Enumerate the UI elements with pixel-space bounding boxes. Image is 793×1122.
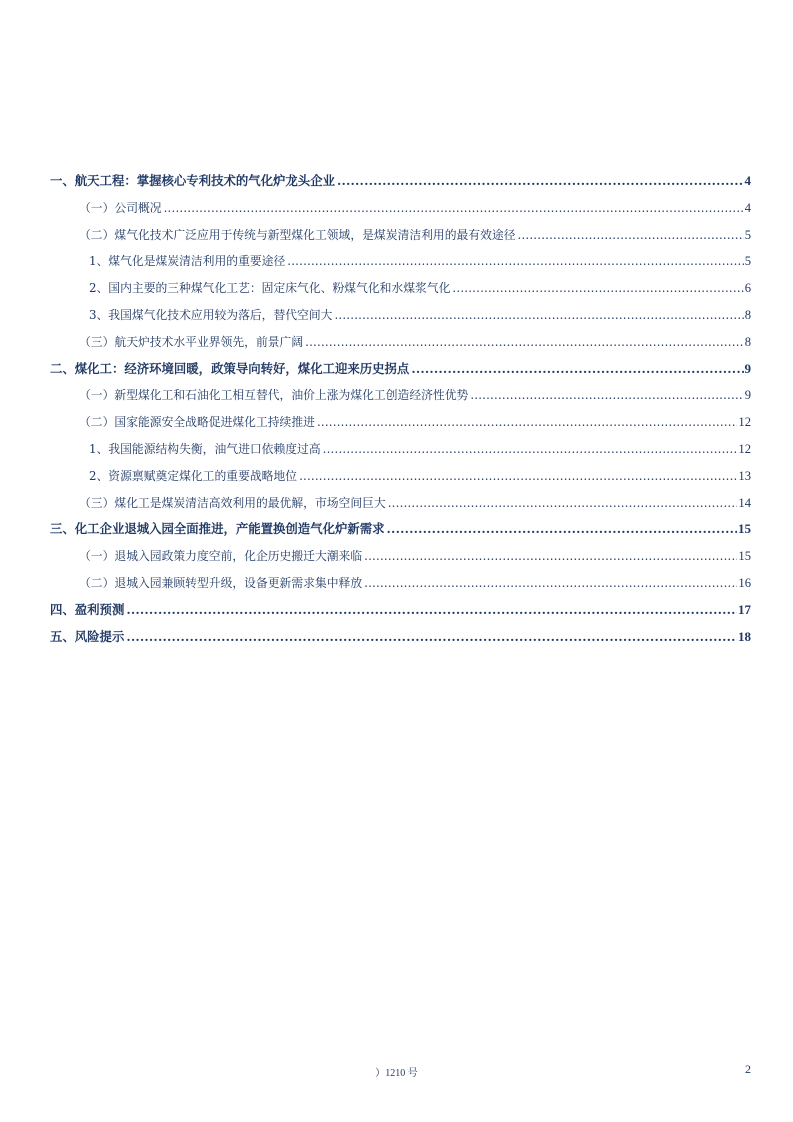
toc-entry-level-1[interactable]	[50, 624, 751, 651]
toc-entry-level-2[interactable]	[50, 329, 751, 356]
toc-entry-title: 2、资源禀赋奠定煤化工的重要战略地位	[89, 468, 298, 483]
toc-entry-page-number: 12	[738, 441, 751, 456]
toc-entry-level-2[interactable]	[50, 490, 751, 517]
toc-entry-level-3[interactable]	[50, 436, 751, 463]
toc-entry-level-2[interactable]	[50, 543, 751, 570]
toc-entry-level-1[interactable]	[50, 516, 751, 543]
toc-entry-page-number: 9	[744, 360, 751, 376]
toc-dot-leader	[364, 570, 737, 597]
toc-entry-level-2[interactable]	[50, 382, 751, 409]
toc-entry-title: （二）煤气化技术广泛应用于传统与新型煤化工领域，是煤炭清洁利用的最有效途径	[79, 227, 516, 242]
table-of-contents	[50, 168, 751, 650]
toc-dot-leader	[305, 329, 744, 356]
toc-entry-level-3[interactable]	[50, 275, 751, 302]
toc-entry-page-number: 12	[738, 415, 751, 430]
toc-entry-page-number: 15	[738, 549, 751, 564]
toc-entry-level-2[interactable]	[50, 570, 751, 597]
toc-entry-title: 一、航天工程：掌握核心专利技术的气化炉龙头企业	[50, 173, 335, 188]
toc-entry-title: 三、化工企业退城入园全面推进，产能置换创造气化炉新需求	[50, 521, 385, 537]
toc-entry-title: （一）退城入园政策力度空前，化企历史搬迁大潮来临	[79, 549, 363, 564]
toc-dot-leader	[452, 275, 743, 302]
toc-entry-title: 1、我国能源结构失衡，油气进口依赖度过高	[89, 441, 321, 456]
toc-dot-leader	[126, 597, 737, 624]
toc-dot-leader	[317, 409, 737, 436]
toc-entry-level-1[interactable]	[50, 356, 751, 383]
toc-entry-title: （三）航天炉技术水平业界领先，前景广阔	[79, 334, 304, 349]
toc-entry-title: 二、煤化工：经济环境回暖，政策导向转好，煤化工迎来历史拐点	[50, 360, 410, 376]
toc-entry-page-number: 13	[738, 468, 751, 483]
toc-entry-title: （一）公司概况	[79, 200, 162, 215]
toc-dot-leader	[411, 356, 743, 383]
toc-entry-page-number: 9	[744, 388, 751, 403]
toc-entry-level-2[interactable]	[50, 222, 751, 249]
toc-dot-leader	[164, 195, 744, 222]
toc-entry-page-number: 17	[738, 601, 751, 617]
toc-entry-page-number: 16	[738, 575, 751, 590]
footer-page-number: 2	[745, 1062, 751, 1076]
toc-entry-title: （二）国家能源安全战略促进煤化工持续推进	[79, 415, 315, 430]
footer-note: ）1210 号	[375, 1068, 418, 1079]
toc-dot-leader	[334, 302, 743, 329]
toc-dot-leader	[388, 490, 738, 517]
toc-entry-title: 四、盈利预测	[50, 601, 125, 617]
toc-entry-page-number: 5	[744, 254, 751, 269]
toc-entry-title: （一）新型煤化工和石油化工相互替代，油价上涨为煤化工创造经济性优势	[79, 388, 469, 403]
toc-entry-title: （三）煤化工是煤炭清洁高效利用的最优解，市场空间巨大	[79, 495, 386, 510]
toc-entry-page-number: 8	[744, 334, 751, 349]
toc-dot-leader	[364, 543, 737, 570]
toc-dot-leader	[299, 463, 737, 490]
toc-dot-leader	[337, 168, 744, 195]
toc-entry-title: 五、风险提示	[50, 628, 125, 644]
toc-entry-title: （二）退城入园兼顾转型升级，设备更新需求集中释放	[79, 575, 363, 590]
toc-dot-leader	[323, 436, 738, 463]
toc-entry-page-number: 15	[738, 521, 751, 537]
toc-entry-title: 2、国内主要的三种煤气化工艺：固定床气化、粉煤气化和水煤浆气化	[89, 281, 451, 296]
toc-entry-title: 1、煤气化是煤炭清洁利用的重要途径	[89, 254, 286, 269]
toc-entry-page-number: 4	[744, 173, 751, 188]
toc-entry-level-1[interactable]	[50, 168, 751, 195]
toc-entry-page-number: 4	[744, 200, 751, 215]
toc-entry-page-number: 14	[738, 495, 751, 510]
toc-entry-page-number: 8	[744, 307, 751, 322]
toc-dot-leader	[470, 382, 743, 409]
toc-entry-level-3[interactable]	[50, 248, 751, 275]
toc-entry-level-3[interactable]	[50, 302, 751, 329]
toc-entry-page-number: 5	[744, 227, 751, 242]
toc-entry-page-number: 18	[738, 628, 751, 644]
toc-dot-leader	[287, 248, 743, 275]
toc-entry-level-2[interactable]	[50, 195, 751, 222]
toc-entry-level-2[interactable]	[50, 409, 751, 436]
toc-entry-page-number: 6	[744, 281, 751, 296]
toc-dot-leader	[126, 624, 737, 651]
toc-entry-level-3[interactable]	[50, 463, 751, 490]
toc-entry-title: 3、我国煤气化技术应用较为落后，替代空间大	[89, 307, 333, 322]
toc-entry-level-1[interactable]	[50, 597, 751, 624]
toc-dot-leader	[518, 222, 744, 249]
toc-dot-leader	[387, 516, 737, 543]
